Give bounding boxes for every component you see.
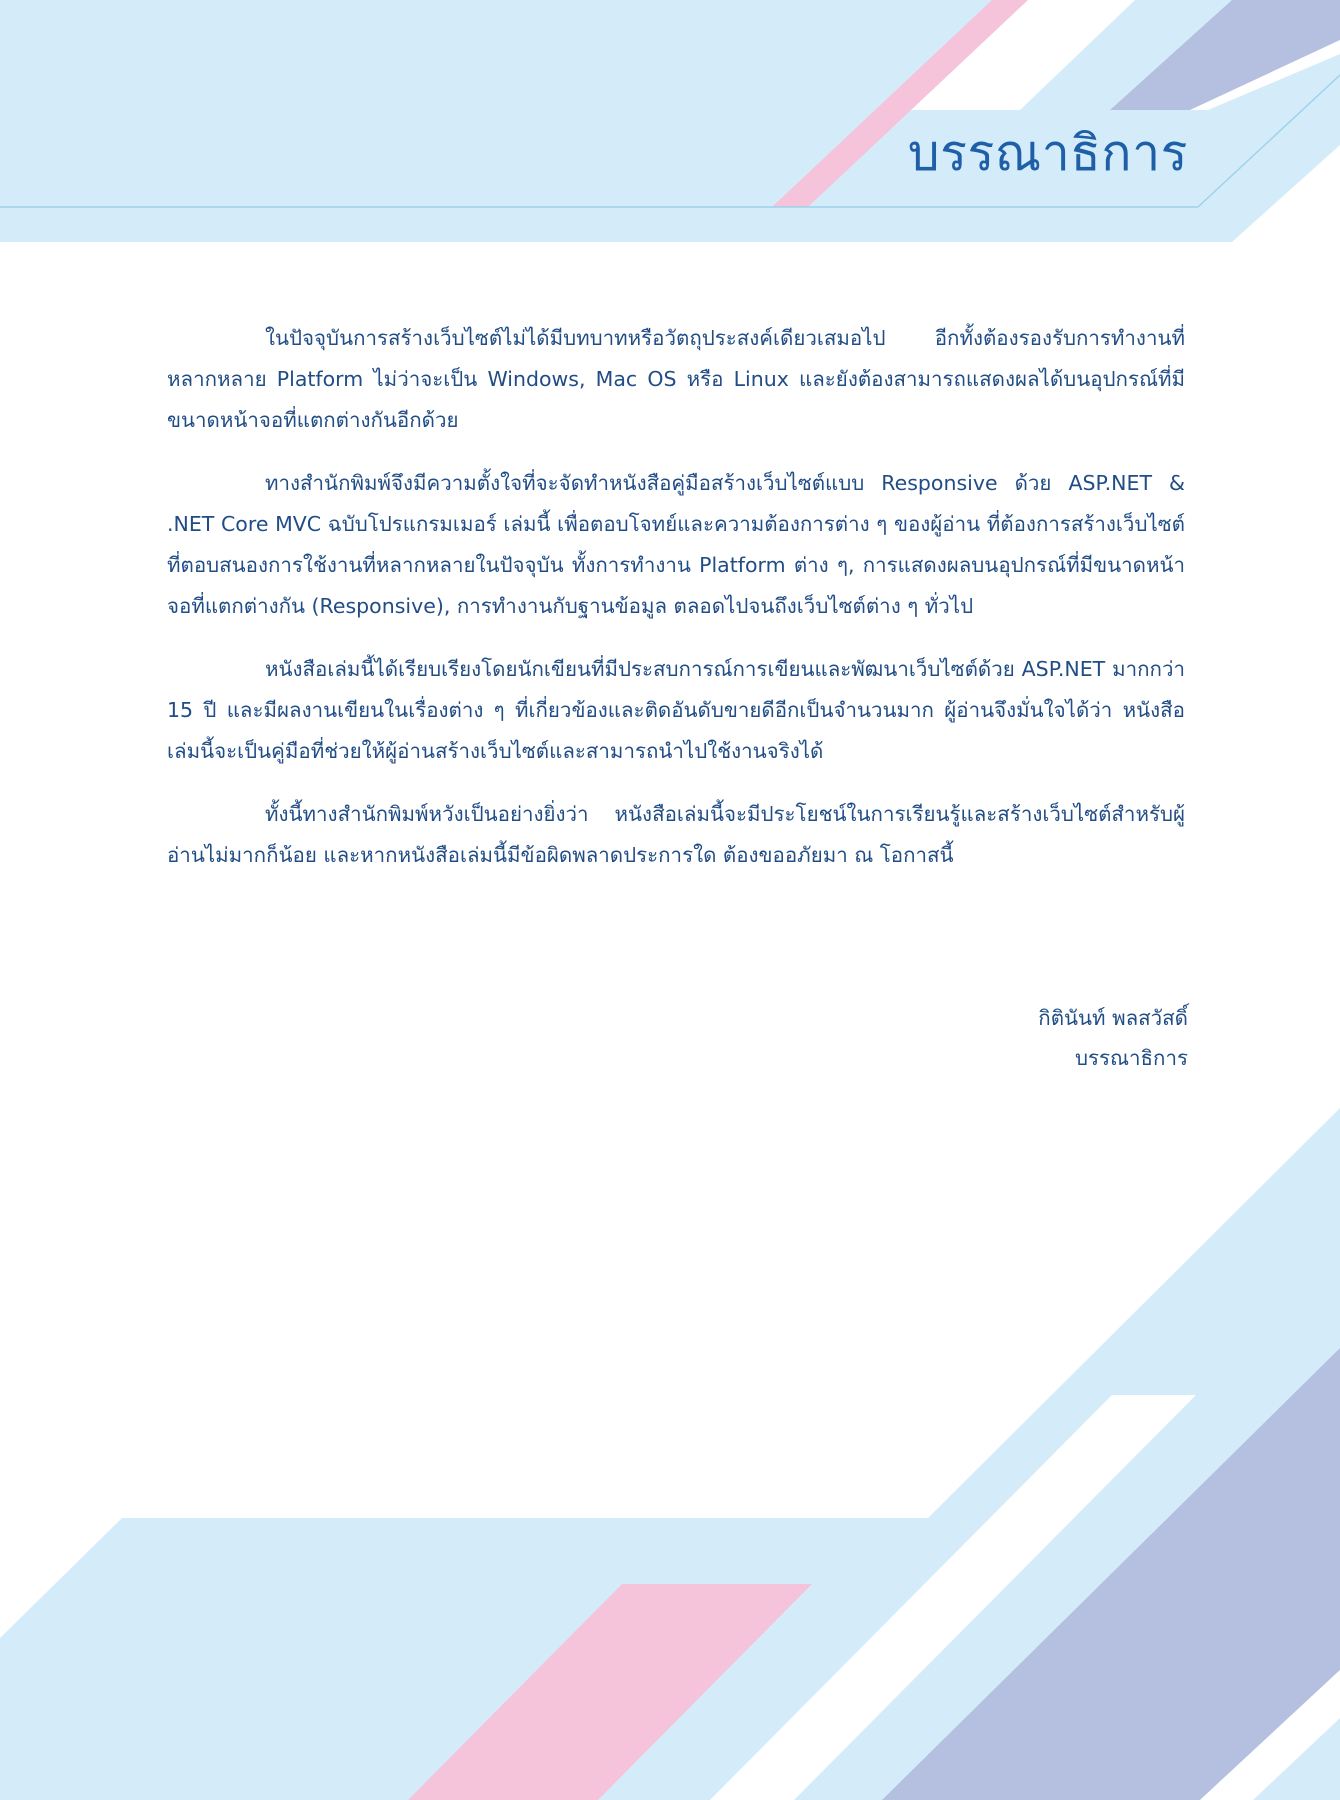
- editorial-body: [167, 318, 1185, 898]
- paragraph: หนังสือเล่มนี้ได้เรียบเรียงโดยนักเขียนที่มีประสบการณ์การเขียนและพัฒนาเว็บไซต์ด้วย ASP.NET มากกว่า 15 ปี และมีผลงานเขียนในเรื่องต่าง ๆ ที่เกี่ยวข้องและติดอันดับขายดีอีกเป็นจำนวนมาก ผู้อ่านจึงมั่นใจได้ว่า หนังสือเล่มนี้จะเป็นคู่มือที่ช่วยให้ผู้อ่านสร้างเว็บไซต์และสามารถนำไปใช้งานจริงได้: [167, 657, 1185, 763]
- paragraph: ทั้งนี้ทางสำนักพิมพ์หวังเป็นอย่างยิ่งว่า หนังสือเล่มนี้จะมีประโยชน์ในการเรียนรู้และสร้างเว็บไซต์สำหรับผู้อ่านไม่มากก็น้อย และหากหนังสือเล่มนี้มีข้อผิดพลาดประการใด ต้องขออภัยมา ณ โอกาสนี้: [167, 802, 1185, 867]
- paragraph: ในปัจจุบันการสร้างเว็บไซต์ไม่ได้มีบทบาทหรือวัตถุประสงค์เดียวเสมอไป อีกทั้งต้องรองรับการทำงานที่หลากหลาย Platform ไม่ว่าจะเป็น Windows, Mac OS หรือ Linux และยังต้องสามารถแสดงผลได้บนอุปกรณ์ที่มีขนาดหน้าจอที่แตกต่างกันอีกด้วย: [167, 326, 1185, 432]
- paragraph: ทางสำนักพิมพ์จึงมีความตั้งใจที่จะจัดทำหนังสือคู่มือสร้างเว็บไซต์แบบ Responsive ด้วย ASP.NET & .NET Core MVC ฉบับโปรแกรมเมอร์ เล่มนี้ เพื่อตอบโจทย์และความต้องการต่าง ๆ ของผู้อ่าน ที่ต้องการสร้างเว็บไซต์ที่ตอบสนองการใช้งานที่หลากหลายในปัจจุบัน ทั้งการทำงาน Platform ต่าง ๆ, การแสดงผลบนอุปกรณ์ที่มีขนาดหน้าจอที่แตกต่างกัน (Responsive), การทำงานกับฐานข้อมูล ตลอดไปจนถึงเว็บไซต์ต่าง ๆ ทั่วไป: [167, 471, 1185, 618]
- signature-role: บรรณาธิการ: [1074, 1046, 1188, 1070]
- page-title: บรรณาธิการ: [907, 124, 1188, 182]
- signature-block: [1038, 998, 1188, 1078]
- header-band-light-blue: [0, 0, 1340, 242]
- signature-name: กิตินันท์ พลสวัสดิ์: [1038, 1006, 1188, 1030]
